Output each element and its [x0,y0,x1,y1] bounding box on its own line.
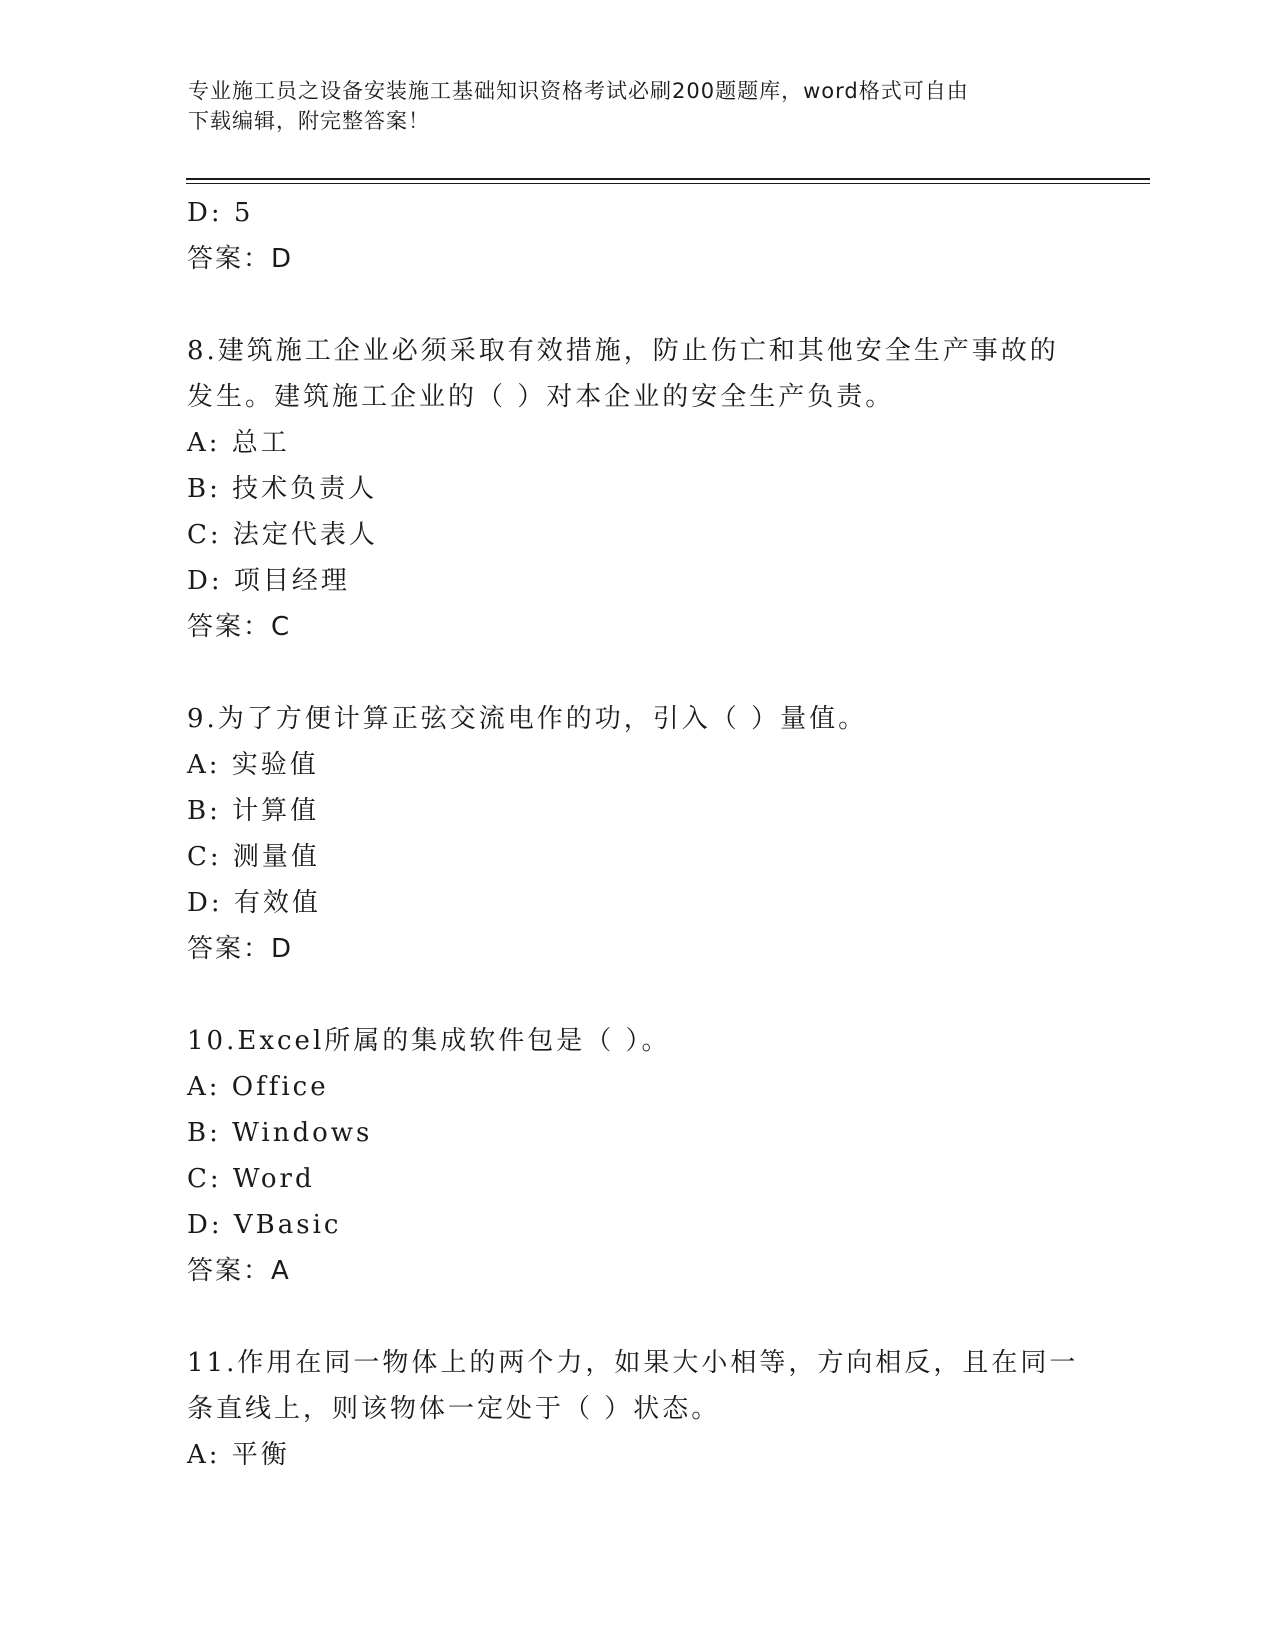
document-body [187,190,1087,1478]
header-line-2: 下载编辑，附完整答案！ [188,109,430,133]
question-10-option-d: D: VBasic [187,1210,342,1240]
question-9-option-c: C: 测量值 [187,842,320,872]
header-rule-thin [186,183,1150,184]
question-10-option-a: A: Office [187,1072,329,1102]
question-8-text-line-1: 8.建筑施工企业必须采取有效措施，防止伤亡和其他安全生产事故的 [187,336,1059,366]
option-d: D: 5 [187,198,254,228]
question-9-option-b: B: 计算值 [187,796,320,826]
question-10-answer: 答案：A [187,1256,291,1286]
header-line-1: 专业施工员之设备安装施工基础知识资格考试必刷200题题库，word格式可自由 [188,79,969,103]
question-9-option-d: D: 有效值 [187,888,321,918]
question-9-answer: 答案：D [187,934,294,964]
spacer [187,650,1087,696]
question-8-text-line-2: 发生。建筑施工企业的（ ）对本企业的安全生产负责。 [187,382,895,412]
spacer [187,282,1087,328]
question-9-option-a: A: 实验值 [187,750,319,780]
question-10-text-line-1: 10.Excel所属的集成软件包是（ ）。 [187,1026,671,1056]
answer-line: 答案：D [187,244,294,274]
question-8-answer: 答案：C [187,612,292,642]
question-8-option-b: B: 技术负责人 [187,474,378,504]
spacer [187,1294,1087,1340]
question-8-option-c: C: 法定代表人 [187,520,378,550]
question-8-option-a: A: 总工 [187,428,290,458]
question-10-option-b: B: Windows [187,1118,373,1148]
document-header [188,76,1068,136]
question-10-option-c: C: Word [187,1164,315,1194]
question-8-option-d: D: 项目经理 [187,566,350,596]
question-11-text-line-1: 11.作用在同一物体上的两个力，如果大小相等，方向相反，且在同一 [187,1348,1079,1378]
header-rule-thick [186,178,1150,180]
spacer [187,972,1087,1018]
question-11-option-a: A: 平衡 [187,1440,290,1470]
question-9-text-line-1: 9.为了方便计算正弦交流电作的功，引入（ ）量值。 [187,704,868,734]
question-11-text-line-2: 条直线上，则该物体一定处于（ ）状态。 [187,1394,721,1424]
